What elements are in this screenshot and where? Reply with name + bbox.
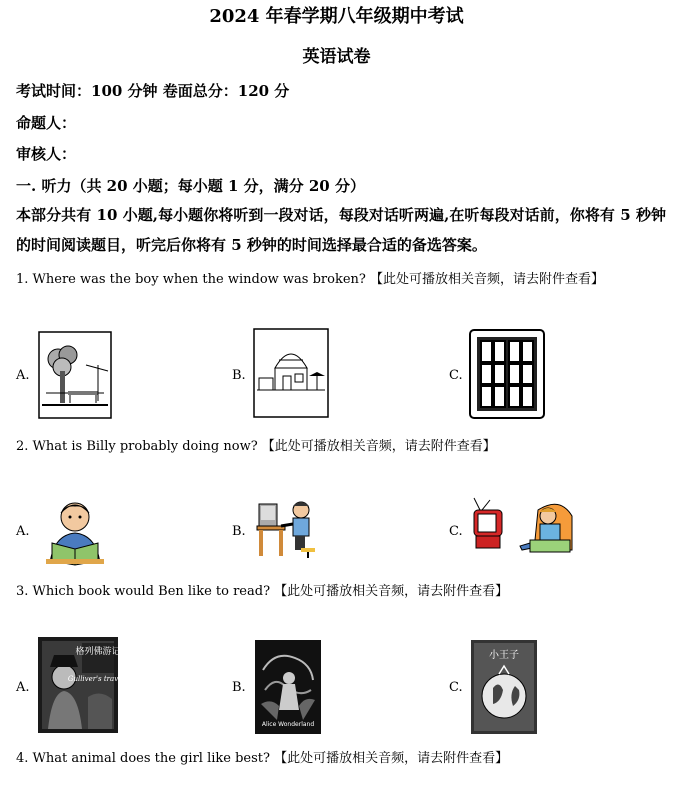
question-3-text: 3. Which book would Ben like to read? 【此处可播放相关音频，请去附件查看】 <box>16 584 509 599</box>
gullivers-travels-cover-icon[interactable] <box>38 637 129 733</box>
q2-option-a-label: A. <box>16 524 30 539</box>
q1-option-a-label: A. <box>16 368 30 383</box>
q1-option-c-label: C. <box>449 368 463 383</box>
book-b-title: Alice Wonderland <box>261 721 315 728</box>
section-heading: 一. 听力（共 20 小题；每小题 1 分，满分 20 分） <box>16 177 365 195</box>
q3-option-a-label: A. <box>16 680 30 695</box>
section-instructions: 本部分共有 10 小题,每小题你将听到一段对话，每段对话听两遍,在听每段对话前，你将有 5 秒钟的时间阅读题目，听完后你将有 5 秒钟的时间选择最合适的备选答案。 <box>16 206 666 254</box>
q2-option-c-label: C. <box>449 524 463 539</box>
reviewer-line: 审核人： <box>16 145 77 163</box>
q2-option-b-label: B. <box>232 524 246 539</box>
book-cover-icon[interactable] <box>471 640 537 734</box>
boy-watching-tv-icon[interactable] <box>468 496 578 560</box>
q3-option-b-label: B. <box>232 680 246 695</box>
book-a-title: 格列佛游记 <box>75 647 121 657</box>
window-icon[interactable] <box>469 329 545 419</box>
q1-option-b-label: B. <box>232 368 246 383</box>
park-tree-bench-icon[interactable] <box>38 331 112 419</box>
q3-option-c-label: C. <box>449 680 463 695</box>
question-1-text: 1. Where was the boy when the window was broken? 【此处可播放相关音频，请去附件查看】 <box>16 272 605 287</box>
alice-in-wonderland-cover-icon[interactable] <box>255 640 321 734</box>
setter-line: 命题人： <box>16 114 77 132</box>
time-score-line: 考试时间：100 分钟 卷面总分：120 分 <box>16 82 290 100</box>
exam-title: 2024 年春学期八年级期中考试 <box>209 6 464 27</box>
book-a-subtitle: Gulliver's travels <box>67 675 129 683</box>
question-2-text: 2. What is Billy probably doing now? 【此处可播放相关音频，请去附件查看】 <box>16 439 496 454</box>
boy-reading-icon[interactable] <box>40 497 110 565</box>
exam-subtitle: 英语试卷 <box>302 47 371 67</box>
cafe-building-icon[interactable] <box>253 328 329 418</box>
book-c-title: 小王子 <box>489 650 519 661</box>
boy-computer-icon[interactable] <box>255 496 323 560</box>
question-4-text: 4. What animal does the girl like best? 【此处可播放相关音频，请去附件查看】 <box>16 751 509 766</box>
